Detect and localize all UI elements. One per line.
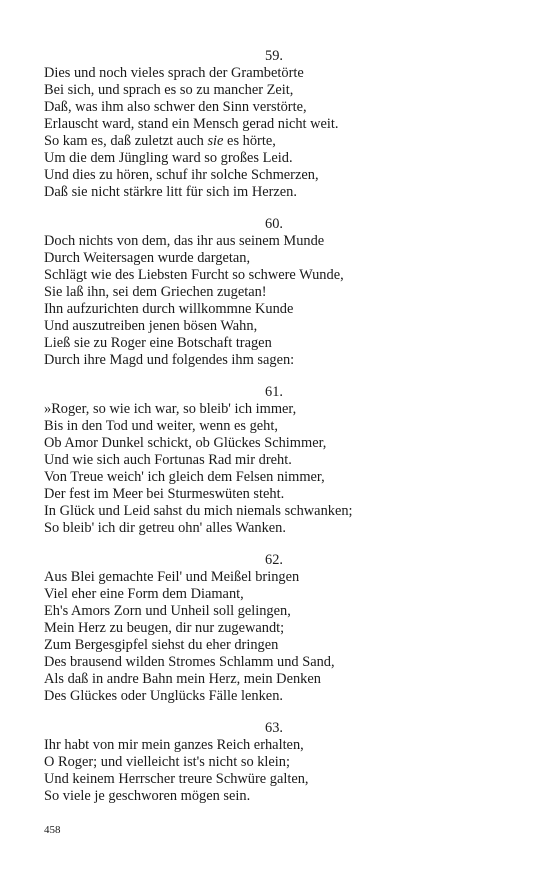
stanza-number: 59. [265, 48, 283, 64]
verse-line: Dies und noch vieles sprach der Grambetörte [44, 65, 304, 81]
verse-line: Daß sie nicht stärkre litt für sich im Herzen. [44, 184, 297, 200]
verse-line: Des brausend wilden Stromes Schlamm und Sand, [44, 654, 335, 670]
verse-line: Daß, was ihm also schwer den Sinn verstörte, [44, 99, 307, 115]
verse-line: Der fest im Meer bei Sturmeswüten steht. [44, 486, 285, 502]
verse-line: »Roger, so wie ich war, so bleib' ich immer, [44, 401, 297, 417]
verse-line: Ob Amor Dunkel schickt, ob Glückes Schimmer, [44, 435, 327, 451]
verse-text: es hörte, [223, 133, 276, 149]
page-body [44, 48, 504, 820]
verse-line: Ihn aufzurichten durch willkommne Kunde [44, 301, 294, 317]
verse-line: Von Treue weich' ich gleich dem Felsen nimmer, [44, 469, 325, 485]
verse-line: Doch nichts von dem, das ihr aus seinem Munde [44, 233, 325, 249]
verse-line: Erlauscht ward, stand ein Mensch gerad nicht weit. [44, 116, 339, 132]
verse-line: Eh's Amors Zorn und Unheil soll gelingen, [44, 603, 291, 619]
stanza [44, 216, 504, 369]
verse-line [44, 133, 504, 150]
verse-line: Viel eher eine Form dem Diamant, [44, 586, 244, 602]
verse-line: Und keinem Herrscher treure Schwüre galten, [44, 771, 309, 787]
verse-text: So kam es, daß zuletzt auch [44, 133, 208, 149]
verse-line: Ihr habt von mir mein ganzes Reich erhalten, [44, 737, 304, 753]
verse-line: Ließ sie zu Roger eine Botschaft tragen [44, 335, 272, 351]
verse-line: Bis in den Tod und weiter, wenn es geht, [44, 418, 278, 434]
verse-line: Als daß in andre Bahn mein Herz, mein Denken [44, 671, 321, 687]
stanza [44, 384, 504, 537]
verse-line: Um die dem Jüngling ward so großes Leid. [44, 150, 293, 166]
verse-line: So bleib' ich dir getreu ohn' alles Wanken. [44, 520, 286, 536]
verse-line: Und dies zu hören, schuf ihr solche Schmerzen, [44, 167, 319, 183]
page-number: 458 [44, 824, 61, 836]
stanza-number: 62. [265, 552, 283, 568]
verse-line: Sie laß ihn, sei dem Griechen zugetan! [44, 284, 267, 300]
verse-line: Und wie sich auch Fortunas Rad mir dreht. [44, 452, 292, 468]
stanza [44, 720, 504, 805]
verse-emphasis: sie [207, 133, 224, 149]
verse-line: Durch ihre Magd und folgendes ihm sagen: [44, 352, 295, 368]
stanza-number: 60. [265, 216, 283, 232]
verse-line: O Roger; und vielleicht ist's nicht so klein; [44, 754, 291, 770]
verse-line: Zum Bergesgipfel siehst du eher dringen [44, 637, 279, 653]
verse-line: Schlägt wie des Liebsten Furcht so schwere Wunde, [44, 267, 344, 283]
verse-line: Aus Blei gemachte Feil' und Meißel bringen [44, 569, 300, 585]
verse-line: Und auszutreiben jenen bösen Wahn, [44, 318, 258, 334]
verse-line: In Glück und Leid sahst du mich niemals schwanken; [44, 503, 353, 519]
verse-line: Bei sich, und sprach es so zu mancher Zeit, [44, 82, 294, 98]
verse-line: Des Glückes oder Unglücks Fälle lenken. [44, 688, 283, 704]
verse-line: Mein Herz zu beugen, dir nur zugewandt; [44, 620, 285, 636]
stanza [44, 552, 504, 705]
verse-line: Durch Weitersagen wurde dargetan, [44, 250, 251, 266]
verse-line: So viele je geschworen mögen sein. [44, 788, 251, 804]
stanza [44, 48, 504, 201]
stanza-number: 61. [265, 384, 283, 400]
stanza-number: 63. [265, 720, 283, 736]
